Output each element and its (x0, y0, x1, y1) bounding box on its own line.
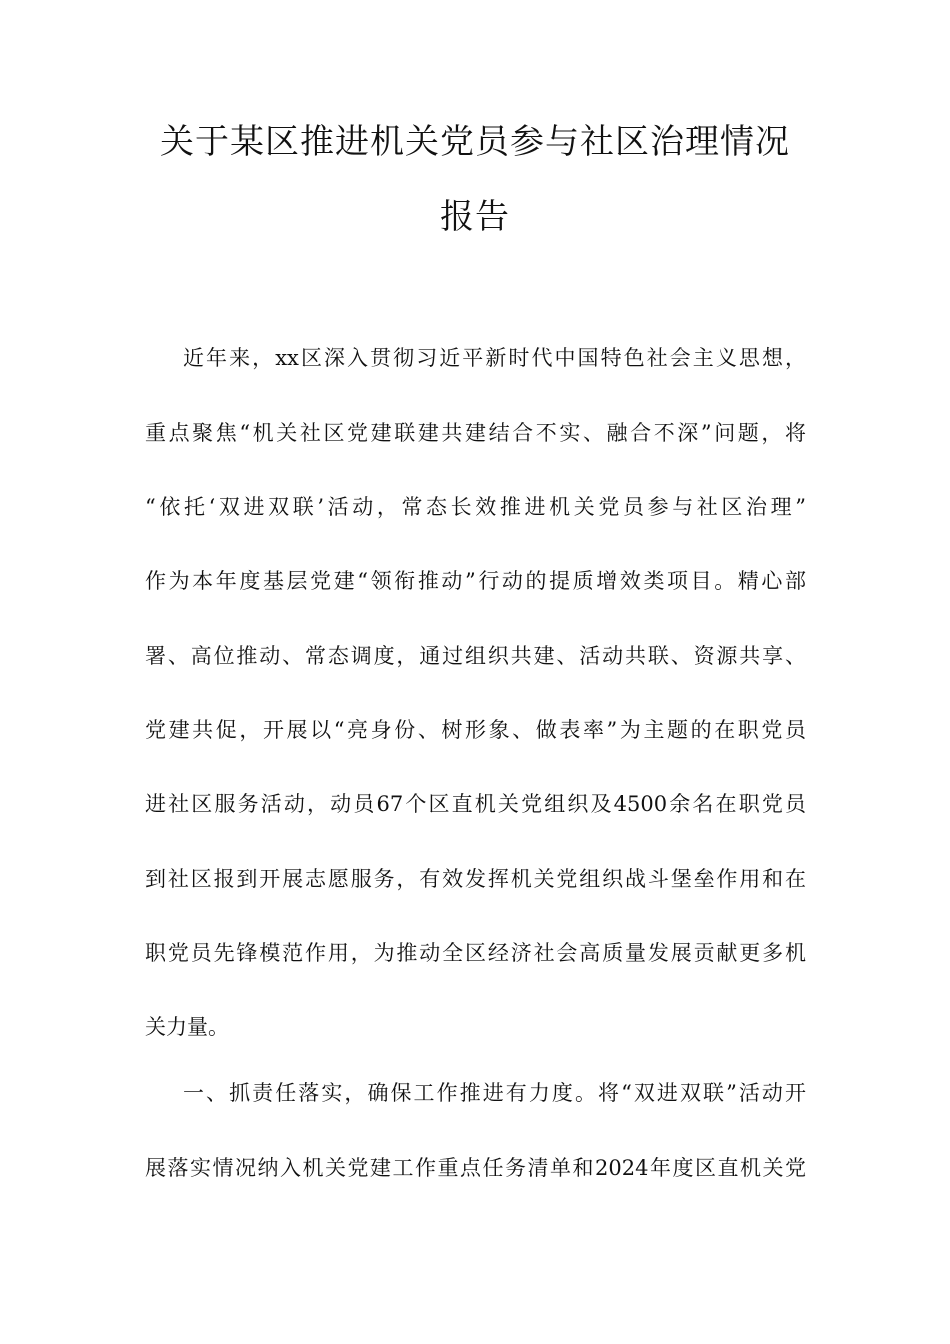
paragraph-1-line: 党建共促，开展以“亮身份、树形象、做表率”为主题的在职党员 (145, 718, 806, 742)
paragraph-1-line: 重点聚焦“机关社区党建联建共建结合不实、融合不深”问题，将 (145, 421, 806, 445)
paragraph-1-line: 署、高位推动、常态调度，通过组织共建、活动共联、资源共享、 (145, 644, 806, 668)
paragraph-1-line: 近年来，xx区深入贯彻习近平新时代中国特色社会主义思想， (183, 346, 806, 370)
paragraph-1-line: 到社区报到开展志愿服务，有效发挥机关党组织战斗堡垒作用和在 (145, 867, 806, 891)
paragraph-2-line: 一、抓责任落实，确保工作推进有力度。将“双进双联”活动开 (183, 1081, 806, 1105)
report-title-line-1: 关于某区推进机关党员参与社区治理情况 (160, 122, 790, 162)
paragraph-1-line: “依托‘双进双联’活动，常态长效推进机关党员参与社区治理” (145, 495, 806, 519)
paragraph-2-line: 展落实情况纳入机关党建工作重点任务清单和2024年度区直机关党 (145, 1156, 806, 1180)
paragraph-1-line: 进社区服务活动，动员67个区直机关党组织及4500余名在职党员 (145, 792, 806, 816)
report-title-line-2: 报告 (440, 197, 510, 237)
paragraph-1-line: 作为本年度基层党建“领衔推动”行动的提质增效类项目。精心部 (145, 569, 806, 593)
paragraph-1-line: 关力量。 (145, 1015, 229, 1039)
paragraph-1-line: 职党员先锋模范作用，为推动全区经济社会高质量发展贡献更多机 (145, 941, 806, 965)
